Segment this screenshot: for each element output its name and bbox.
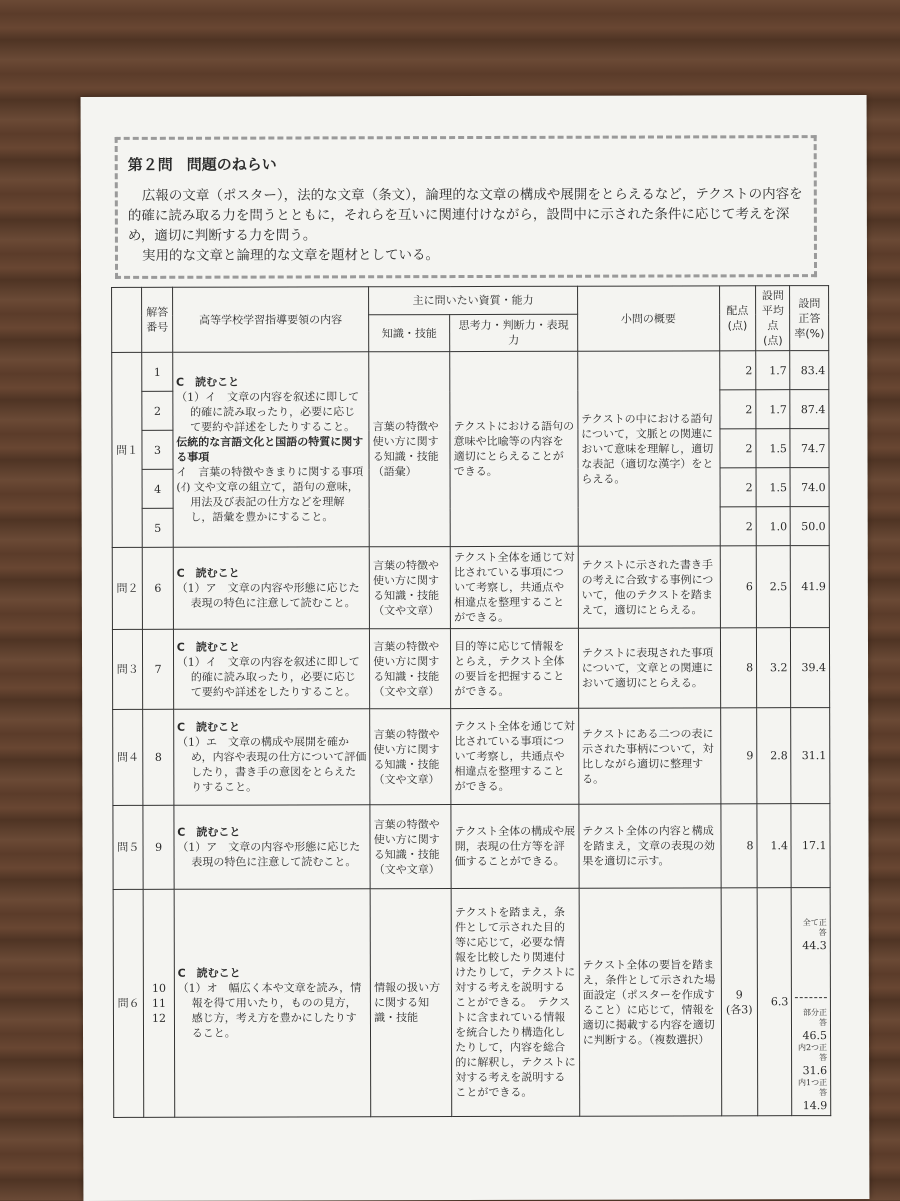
aims-text	[128, 184, 808, 266]
table-row	[113, 708, 830, 806]
guideline-item: （1）オ 幅広く本や文章を読み，情報を得て用いたり，ものの見方，感じ方，考え方を豊かにしたりすること。	[177, 981, 362, 1040]
summary-cell: テクストの中における語句について，文脈との関連において意味を理解し，適切な表記（適切な漢字）をとらえる。	[578, 351, 720, 546]
table-row	[113, 804, 830, 890]
header-thinking: 思考力・判断力・表現力	[450, 315, 578, 352]
guideline-cell	[174, 889, 371, 1118]
section-heading: 第２問 問題のねらい	[127, 155, 277, 174]
avg-score: 1.5	[756, 429, 791, 468]
header-knowledge: 知識・技能	[369, 315, 450, 352]
guideline-cell	[173, 629, 370, 710]
header-points: 配点(点)	[719, 286, 756, 351]
knowledge-cell: 情報の扱い方に関する知識・技能	[370, 889, 452, 1117]
points: 2	[719, 351, 756, 390]
avg-score: 1.0	[756, 507, 791, 546]
avg-score: 2.8	[757, 708, 792, 804]
analysis-table	[111, 285, 831, 1118]
avg-score: 1.7	[756, 351, 791, 390]
points: 8	[720, 628, 757, 708]
correct-rate: 41.9	[791, 546, 830, 628]
correct-rate-breakdown: 全て正答 44.3 部分正答 46.5 内2つ正答 31.6 内1つ正答 14.9	[792, 888, 831, 1116]
thinking-cell: テクストを踏まえ，条件として示された目的等に応じて，必要な情報を比較したり関連付けたりして，テクストに対する考えを説明することができる。 テクストに含まれている情報を統合したり構造化したりして，内容を総合的に解釈し，テクストに対する考えを説明することができる。	[451, 888, 579, 1116]
knowledge-cell: 言葉の特徴や使い方に関する知識・技能 （文や文章）	[369, 547, 450, 629]
correct-rate: 74.0	[790, 468, 829, 507]
question-label: 問２	[112, 547, 143, 629]
header-question	[112, 287, 143, 352]
correct-rate: 83.4	[790, 351, 829, 390]
guideline-title: C 読むこと	[176, 720, 241, 734]
header-guideline: 高等学校学習指導要領の内容	[172, 287, 369, 353]
table-row	[112, 628, 829, 710]
question-label: 問４	[113, 709, 144, 805]
correct-rate: 39.4	[791, 628, 830, 708]
guideline-title: C 読むこと	[176, 640, 240, 654]
question-label: 問６	[113, 889, 144, 1117]
avg-score: 1.7	[756, 390, 791, 429]
summary-cell: テクストに示された書き手の考えに合致する事例について，他のテクストを踏まえて，適切にとらえる。	[578, 546, 720, 628]
avg-score: 3.2	[756, 628, 791, 708]
guideline-cell	[173, 547, 370, 630]
thinking-cell: テクスト全体の構成や展開，表現の仕方等を評価することができる。	[451, 804, 579, 888]
points: 6	[720, 546, 757, 628]
knowledge-cell: 言葉の特徴や使い方に関する知識・技能 （文や文章）	[370, 805, 451, 889]
summary-cell: テクスト全体の内容と構成を踏まえ，文章の表現の効果を適切に示す。	[579, 804, 721, 888]
correct-rate: 17.1	[791, 804, 830, 888]
header-summary: 小問の概要	[577, 286, 719, 351]
points: 2	[720, 429, 757, 468]
guideline-title: C 読むこと	[176, 566, 240, 580]
question-label: 問５	[113, 805, 144, 889]
avg-score: 1.5	[756, 468, 791, 507]
answer-number: 2	[142, 391, 172, 430]
answer-number: 4	[142, 469, 172, 508]
answer-number: 3	[142, 430, 172, 469]
aims-box	[115, 135, 817, 279]
thinking-cell: テクスト全体を通じて対比されている事項について考察し，共通点や相違点を整理することができる。	[451, 708, 579, 804]
knowledge-cell: 言葉の特徴や使い方に関する知識・技能 （文や文章）	[370, 709, 451, 805]
header-ability-group: 主に問いたい資質・能力	[369, 286, 578, 315]
answer-number: 8	[143, 709, 174, 805]
correct-rate: 50.0	[791, 507, 830, 546]
summary-cell: テクスト全体の要旨を踏まえ，条件として示された場面設定（ポスターを作成すること）に応じて，情報を適切に掲載する内容を適切に判断する。（複数選択）	[579, 888, 721, 1116]
summary-cell: テクストにある二つの表に示された事柄について，対比しながら適切に整理する。	[578, 708, 720, 804]
guideline-item: （1）イ 文章の内容を叙述に即して的確に読み取ったり，必要に応じて要約や詳述をしたりすること。	[176, 654, 360, 699]
guideline-title: C 読むこと	[176, 375, 240, 389]
header-answer-no: 解答番号	[142, 287, 173, 352]
correct-rate: 74.7	[790, 429, 829, 468]
answer-number: 1	[142, 352, 172, 391]
thinking-cell: テクストにおける語句の意味や比喩等の内容を適切にとらえることができる。	[450, 351, 578, 546]
guideline-item: （1）イ 文章の内容を叙述に即して的確に読み取ったり，必要に応じて要約や詳述をしたりすること。	[176, 390, 360, 434]
avg-score: 6.3	[757, 888, 792, 1116]
answer-number: 6	[143, 547, 174, 629]
paper-sheet	[81, 95, 870, 1201]
points: 2	[720, 507, 757, 546]
knowledge-cell: 言葉の特徴や使い方に関する知識・技能 （文や文章）	[370, 629, 451, 709]
points: 2	[720, 468, 757, 507]
guideline-item: （1）ア 文章の内容や形態に応じた表現の特色に注意して読むこと。	[176, 581, 360, 610]
points: 8	[720, 804, 757, 888]
question-label: 問３	[112, 629, 143, 709]
avg-score: 1.4	[757, 804, 792, 888]
points: 9	[720, 708, 757, 804]
guideline-bold: 伝統的な言語文化と国語の特質に関する事項	[176, 435, 364, 464]
guideline-item: イ 言葉の特徴やきまりに関する事項	[176, 465, 364, 479]
summary-cell: テクストに表現された事項について，文章との関連において適切にとらえる。	[578, 628, 720, 708]
answer-numbers: 10 11 12	[144, 889, 175, 1117]
table-row	[112, 351, 829, 392]
guideline-cell	[172, 352, 369, 548]
guideline-cell	[173, 709, 370, 806]
guideline-cell	[174, 805, 371, 890]
header-rate: 設問正答率(%)	[790, 286, 829, 351]
question-label: 問１	[112, 352, 143, 547]
table-row	[113, 888, 831, 1118]
aims-paragraph-2: 実用的な文章と論理的な文章を題材としている。	[141, 247, 439, 264]
table-row	[112, 546, 829, 630]
answer-number: 5	[143, 508, 173, 547]
aims-paragraph-1: 広報の文章（ポスター），法的な文章（条文），論理的な文章の構成や展開をとらえるなど，テクストの内容を的確に読み取る力を問うとともに，それらを互いに関連付けながら，設問中に示された条件に応じて考えを深め，適切に判断する力を問う。	[127, 186, 803, 244]
answer-number: 7	[143, 629, 174, 709]
guideline-item: （1）ア 文章の内容や形態に応じた表現の特色に注意して読むこと。	[177, 840, 361, 869]
guideline-title: C 読むこと	[177, 825, 241, 839]
correct-rate: 31.1	[791, 708, 830, 804]
knowledge-cell: 言葉の特徴や使い方に関する知識・技能 （語彙）	[369, 352, 451, 547]
guideline-item: （1）エ 文章の構成や展開を確かめ，内容や表現の仕方について評価したり，書き手の意図をとらえたりすること。	[176, 735, 367, 794]
guideline-title: C 読むこと	[177, 966, 241, 980]
points: 9 (各3)	[721, 888, 758, 1116]
guideline-item: (ｲ) 文や文章の組立て，語句の意味，用法及び表記の仕方などを理解し，語彙を豊かにすること。	[176, 480, 359, 524]
answer-number: 9	[143, 805, 174, 889]
correct-rate: 87.4	[790, 390, 829, 429]
thinking-cell: 目的等に応じて情報をとらえ，テクスト全体の要旨を把握することができる。	[451, 628, 579, 708]
header-avg: 設問平均点(点)	[756, 286, 791, 351]
points: 2	[719, 390, 756, 429]
avg-score: 2.5	[756, 546, 791, 628]
thinking-cell: テクスト全体を通じて対比されている事項について考察し，共通点や相違点を整理することができる。	[450, 546, 578, 628]
